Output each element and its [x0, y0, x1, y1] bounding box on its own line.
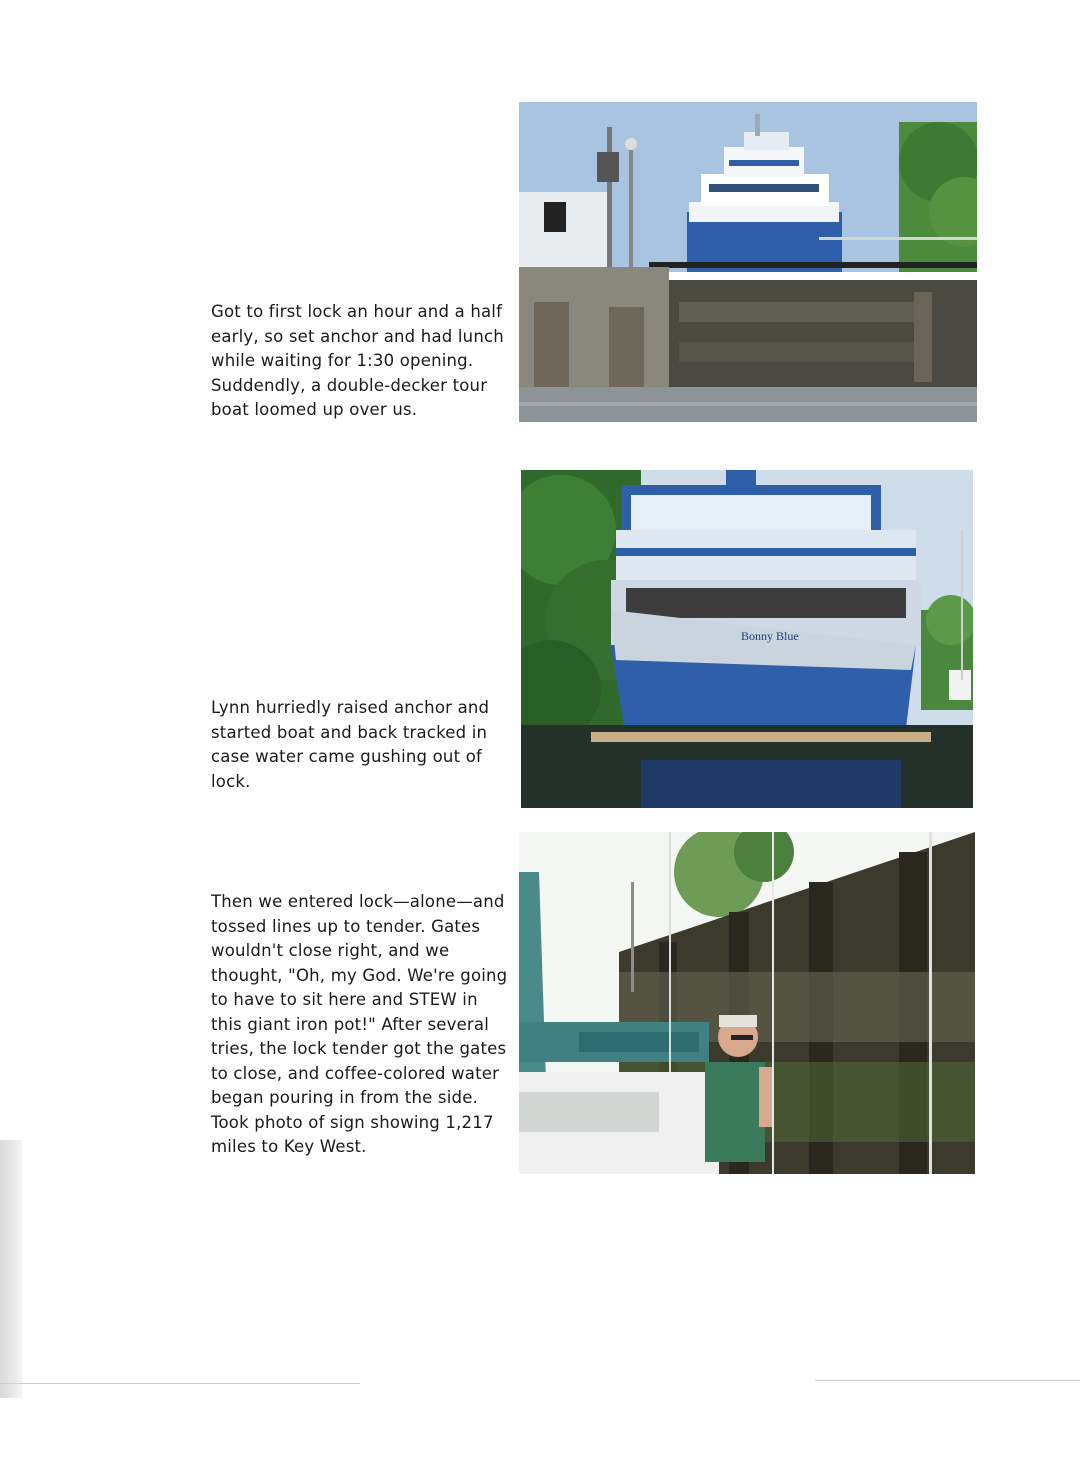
photo-tour-boat-approaching [521, 470, 973, 808]
scan-line-right [815, 1380, 1080, 1381]
boat-name-label: Bonny Blue [741, 629, 799, 643]
photo-tour-boat-in-lock [519, 102, 977, 424]
caption-entry-1: Got to first lock an hour and a half early, so set anchor and had lunch while waiting for 1:30 opening. Suddendly, a double-decker tour boat loomed up over us. [211, 302, 504, 419]
caption-entry-3: Then we entered lock—alone—and tossed lines up to tender. Gates wouldn't close right, and we thought, "Oh, my God. We're going to have to sit here and STEW in this giant iron pot!" After several tries, the lock tender got the gates to close, and coffee-colored water began pouring in from the side. Took photo of sign showing 1,217 miles to Key West. [211, 892, 508, 1156]
caption-entry-2: Lynn hurriedly raised anchor and started boat and back tracked in case water came gushing out of lock. [211, 698, 490, 791]
photo-man-in-lock [519, 832, 975, 1174]
scan-line-left [0, 1383, 360, 1384]
scan-edge-shadow [0, 1140, 22, 1398]
